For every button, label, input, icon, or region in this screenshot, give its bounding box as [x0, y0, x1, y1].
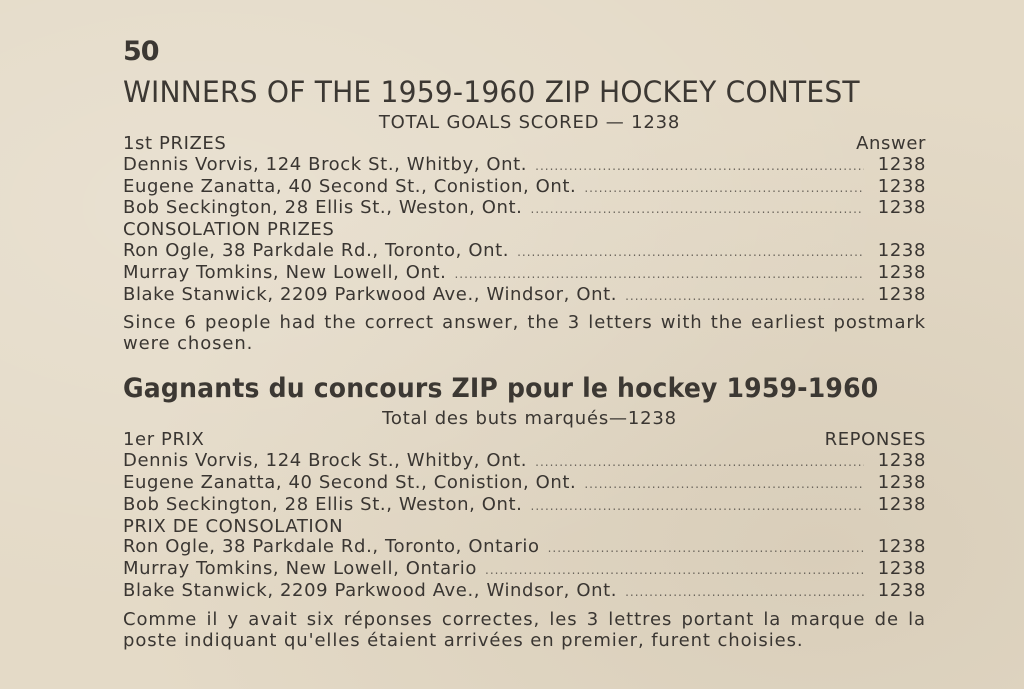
dot-leader	[485, 560, 864, 581]
french-consolation-list	[123, 537, 926, 602]
winner-name: Ron Ogle, 38 Parkdale Rd., Toronto, Ont.	[123, 239, 510, 261]
english-first-prizes-header	[123, 134, 926, 155]
winner-name: Bob Seckington, 28 Ellis St., Weston, Ont.	[123, 197, 523, 219]
card-content	[123, 36, 926, 651]
winner-name: Blake Stanwick, 2209 Parkwood Ave., Windsor, Ont.	[123, 579, 618, 601]
dot-leader	[454, 264, 864, 285]
winner-answer: 1238	[877, 197, 926, 219]
french-first-prizes-label: 1er PRIX	[123, 429, 205, 451]
french-section	[123, 372, 926, 650]
winner-answer: 1238	[877, 239, 926, 261]
dot-leader	[625, 582, 864, 603]
english-consolation-list	[123, 241, 926, 306]
list-item	[123, 241, 926, 263]
winner-answer: 1238	[877, 283, 926, 305]
dot-leader	[584, 178, 864, 199]
list-item	[123, 285, 926, 307]
french-first-prizes-header	[123, 430, 926, 451]
english-first-prizes-label: 1st PRIZES	[123, 133, 227, 154]
english-note: Since 6 people had the correct answer, the 3 letters with the earliest postmark were chosen.	[123, 312, 926, 355]
english-section	[123, 74, 926, 354]
list-item	[123, 155, 926, 177]
dot-leader	[535, 452, 864, 473]
winner-answer: 1238	[877, 471, 926, 493]
winner-answer: 1238	[877, 493, 926, 515]
english-title: WINNERS OF THE 1959-1960 ZIP HOCKEY CONTEST	[123, 75, 860, 109]
winner-name: Ron Ogle, 38 Parkdale Rd., Toronto, Ontario	[123, 536, 540, 558]
page-number: 50	[123, 36, 159, 67]
winner-answer: 1238	[877, 450, 926, 472]
winner-name: Murray Tomkins, New Lowell, Ontario	[123, 558, 477, 580]
dot-leader	[625, 286, 864, 307]
list-item	[123, 473, 926, 495]
list-item	[123, 495, 926, 517]
winner-answer: 1238	[877, 558, 926, 580]
list-item	[123, 559, 926, 581]
list-item	[123, 263, 926, 285]
winner-name: Eugene Zanatta, 40 Second St., Conistion, Ont.	[123, 471, 577, 493]
dot-leader	[531, 496, 864, 517]
winner-name: Murray Tomkins, New Lowell, Ont.	[123, 261, 447, 283]
dot-leader	[548, 538, 864, 559]
french-subtitle: Total des buts marqués—1238	[382, 408, 677, 430]
english-first-prizes-list	[123, 155, 926, 220]
winner-answer: 1238	[877, 261, 926, 283]
winner-answer: 1238	[877, 153, 926, 175]
french-consolation-label: PRIX DE CONSOLATION	[123, 515, 344, 537]
list-item	[123, 537, 926, 559]
winner-answer: 1238	[877, 175, 926, 197]
winner-name: Dennis Vorvis, 124 Brock St., Whitby, Ont.	[123, 450, 528, 472]
list-item	[123, 451, 926, 473]
winner-name: Bob Seckington, 28 Ellis St., Weston, Ont.	[123, 493, 523, 515]
winner-name: Blake Stanwick, 2209 Parkwood Ave., Windsor, Ont.	[123, 283, 618, 305]
list-item	[123, 177, 926, 199]
winner-answer: 1238	[877, 579, 926, 601]
french-first-prizes-list	[123, 451, 926, 516]
english-consolation-label: CONSOLATION PRIZES	[123, 219, 335, 241]
winner-answer: 1238	[877, 536, 926, 558]
dot-leader	[535, 156, 864, 177]
dot-leader	[531, 199, 864, 220]
english-subtitle: TOTAL GOALS SCORED — 1238	[378, 112, 681, 133]
french-title: Gagnants du concours ZIP pour le hockey 1959-1960	[123, 373, 879, 405]
french-note: Comme il y avait six réponses correctes, les 3 lettres portant la marque de la poste indiquant qu'elles étaient arrivées en premier, furent choisies.	[123, 608, 926, 651]
french-answer-label: REPONSES	[824, 429, 926, 451]
winner-name: Dennis Vorvis, 124 Brock St., Whitby, Ont.	[123, 153, 528, 175]
dot-leader	[517, 242, 864, 263]
dot-leader	[584, 474, 864, 495]
list-item	[123, 198, 926, 220]
english-answer-label: Answer	[856, 133, 926, 154]
winner-name: Eugene Zanatta, 40 Second St., Conistion, Ont.	[123, 175, 577, 197]
list-item	[123, 581, 926, 603]
